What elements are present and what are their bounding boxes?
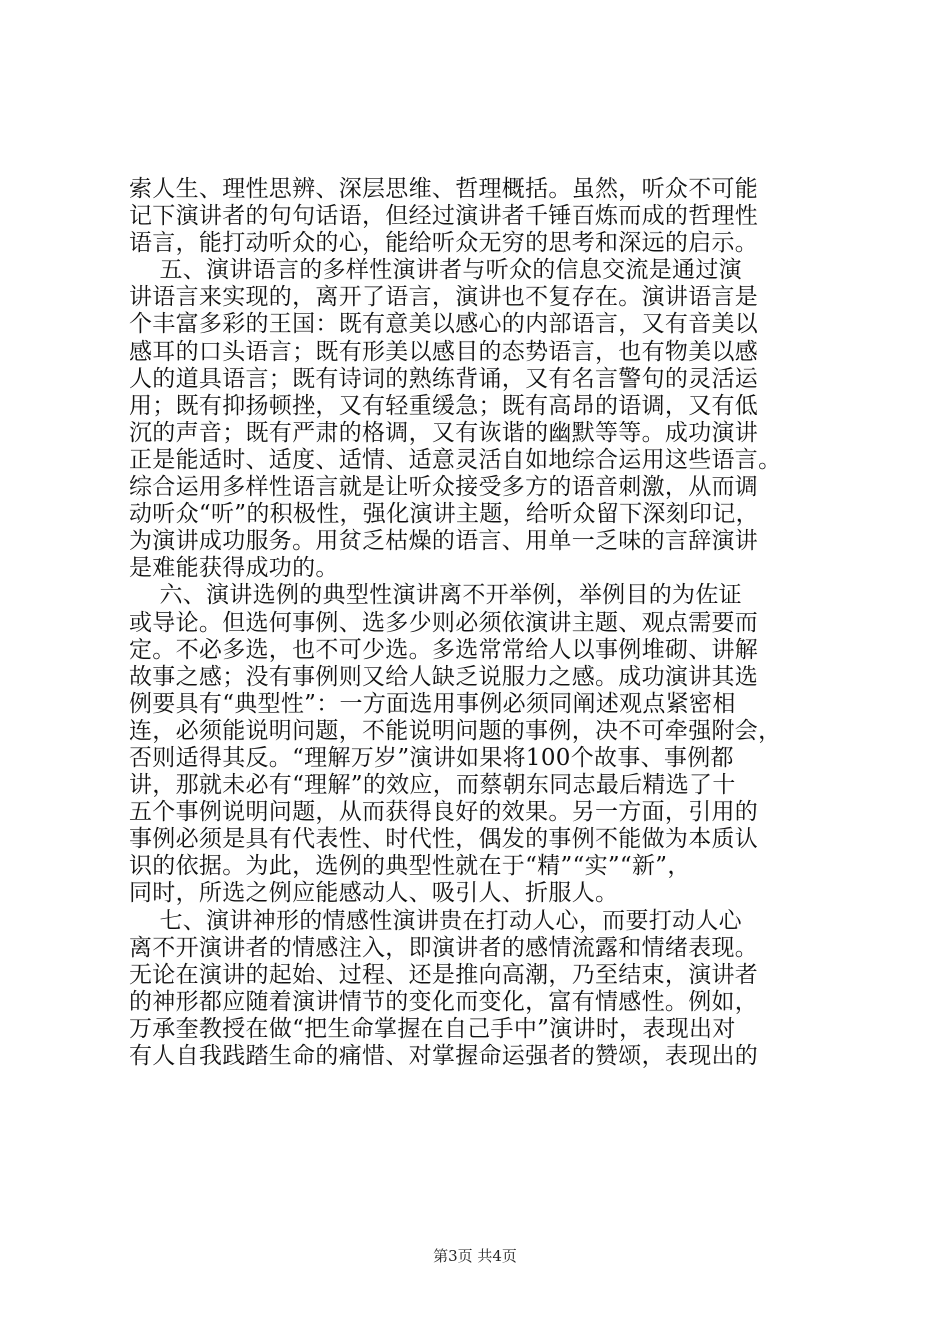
text-line: 故事之感；没有事例则又给人缺乏说服力之感。成功演讲其选 <box>129 663 759 690</box>
text-line: 为演讲成功服务。用贫乏枯燥的语言、用单一乏味的言辞演讲 <box>129 528 759 555</box>
text-line: 综合运用多样性语言就是让听众接受多方的语音刺激，从而调 <box>129 474 759 501</box>
page-footer: 第3页 共4页 <box>433 1247 517 1265</box>
text-line: 的神形都应随着演讲情节的变化而变化，富有情感性。例如， <box>129 988 759 1015</box>
text-line: 连，必须能说明问题，不能说明问题的事例，决不可牵强附会， <box>129 717 782 744</box>
text-line: 动听众“听”的积极性，强化演讲主题，给听众留下深刻印记， <box>129 501 759 528</box>
text-line: 同时，所选之例应能感动人、吸引人、折服人。 <box>129 880 619 907</box>
text-line: 或导论。但选何事例、选多少则必须依演讲主题、观点需要而 <box>129 609 759 636</box>
text-line: 索人生、理性思辨、深层思维、哲理概括。虽然，听众不可能 <box>129 176 759 202</box>
text-line: 离不开演讲者的情感注入，即演讲者的感情流露和情绪表现。 <box>129 934 759 961</box>
text-line: 七、演讲神形的情感性演讲贵在打动人心，而要打动人心 <box>129 907 742 934</box>
text-line: 事例必须是具有代表性、时代性，偶发的事例不能做为本质认 <box>129 826 759 853</box>
text-line: 用；既有抑扬顿挫，又有轻重缓急；既有高昂的语调，又有低 <box>129 392 759 419</box>
text-line: 识的依据。为此，选例的典型性就在于“精”“实”“新”， <box>129 853 691 880</box>
text-line: 五个事例说明问题，从而获得良好的效果。另一方面，引用的 <box>129 799 759 826</box>
text-line: 语言，能打动听众的心，能给听众无穷的思考和深远的启示。 <box>129 230 759 257</box>
text-line: 是难能获得成功的。 <box>129 555 339 582</box>
text-line: 无论在演讲的起始、过程、还是推向高潮，乃至结束，演讲者 <box>129 961 759 988</box>
text-line: 讲语言来实现的，离开了语言，演讲也不复存在。演讲语言是 <box>129 284 759 311</box>
text-line: 人的道具语言；既有诗词的熟练背诵，又有名言警句的灵活运 <box>129 365 759 392</box>
text-line: 六、演讲选例的典型性演讲离不开举例，举例目的为佐证 <box>129 582 742 609</box>
text-line: 记下演讲者的句句话语，但经过演讲者千锤百炼而成的哲理性 <box>129 203 759 230</box>
text-line: 否则适得其反。“理解万岁”演讲如果将100个故事、事例都 <box>129 744 734 771</box>
text-line: 感耳的口头语言；既有形美以感目的态势语言，也有物美以感 <box>129 338 759 365</box>
text-line: 万承奎教授在做“把生命掌握在自己手中”演讲时，表现出对 <box>129 1015 736 1042</box>
text-line: 讲，那就未必有“理解”的效应，而蔡朝东同志最后精选了十 <box>129 772 736 799</box>
text-line: 例要具有“典型性”：一方面选用事例必须同阐述观点紧密相 <box>129 690 736 717</box>
text-line: 个丰富多彩的王国：既有意美以感心的内部语言，又有音美以 <box>129 311 759 338</box>
text-line: 定。不必多选，也不可少选。多选常常给人以事例堆砌、讲解 <box>129 636 759 663</box>
text-line: 正是能适时、适度、适情、适意灵活自如地综合运用这些语言。 <box>129 446 782 473</box>
text-line: 有人自我践踏生命的痛惜、对掌握命运强者的赞颂，表现出的 <box>129 1043 759 1069</box>
text-line: 五、演讲语言的多样性演讲者与听众的信息交流是通过演 <box>129 257 742 284</box>
document-body <box>129 176 834 1070</box>
text-line: 沉的声音；既有严肃的格调，又有诙谐的幽默等等。成功演讲 <box>129 419 759 446</box>
